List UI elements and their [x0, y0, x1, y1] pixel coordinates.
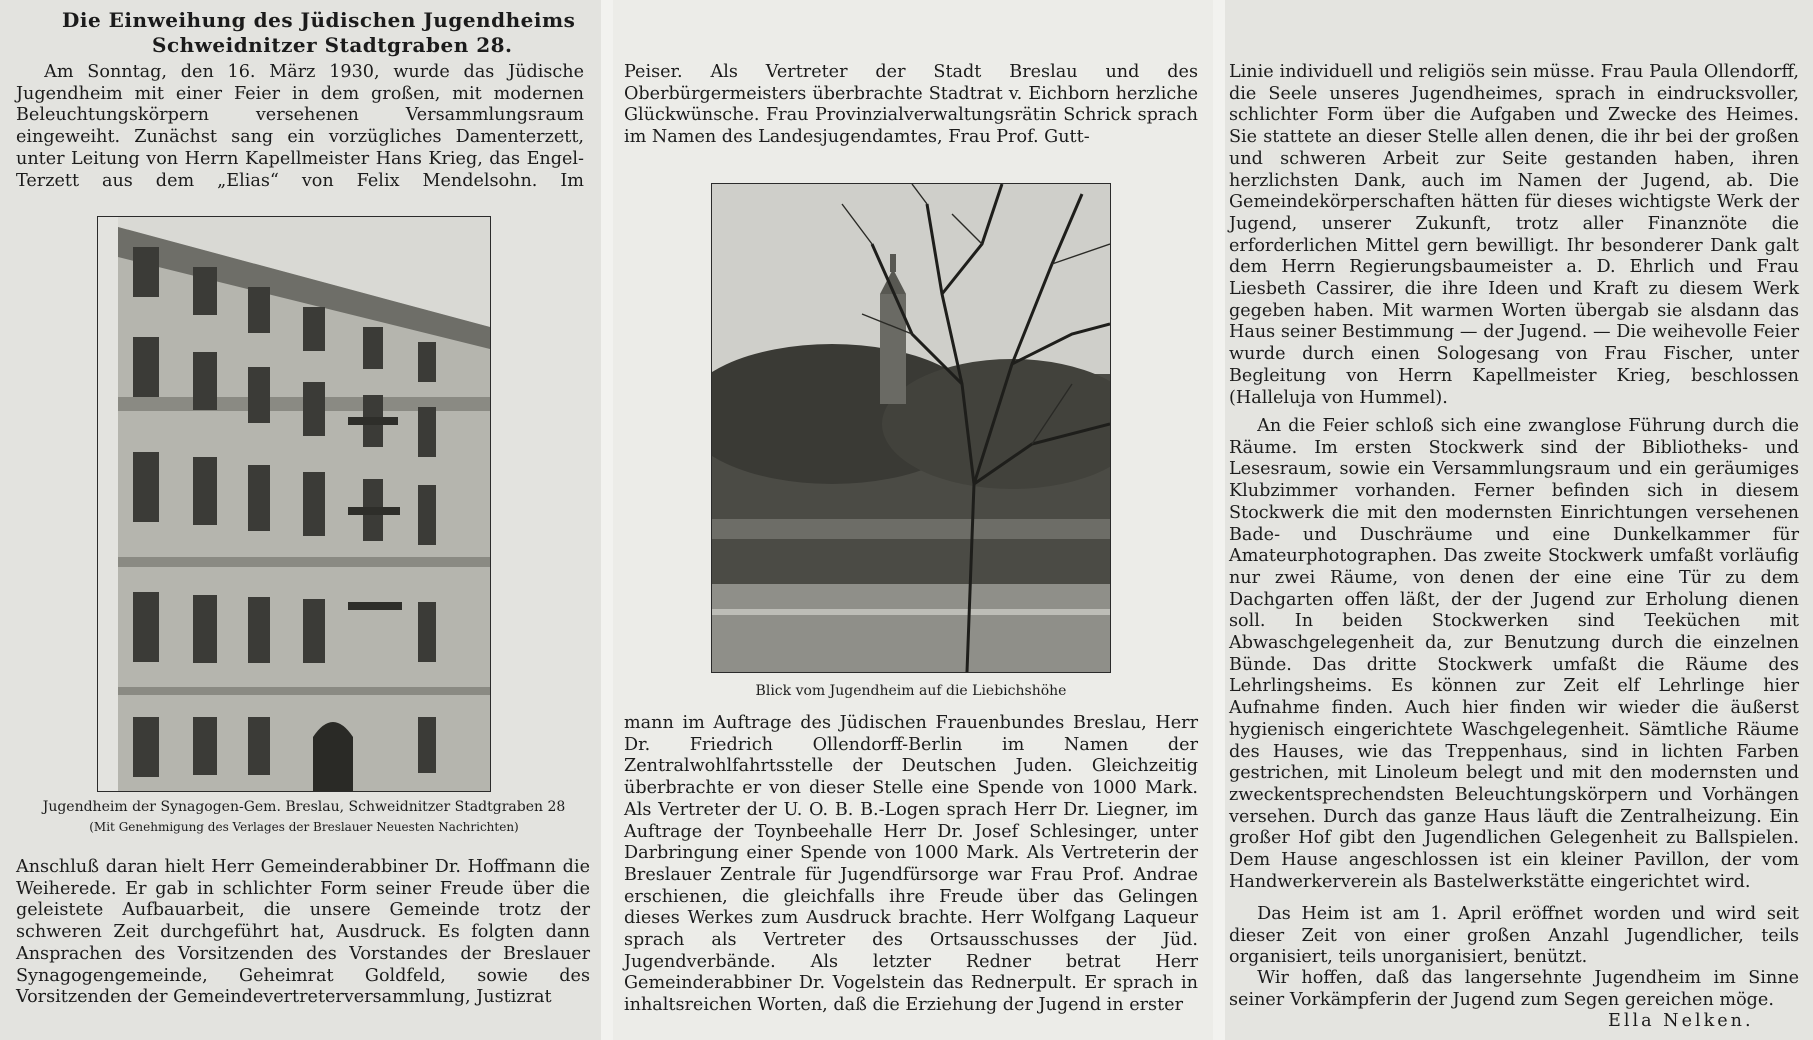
article-title: Die Einweihung des Jüdischen Jugendheims [62, 8, 576, 32]
photo-jugendheim-building [97, 216, 491, 792]
photo-liebichshoehe [711, 183, 1111, 673]
col3-paragraph-3: Das Heim ist am 1. April eröffnet worden und wird seit dieser Zeit von einer großen Anzahl Jugendlicher, teils organisiert, teils unorganisiert, benützt. [1229, 904, 1799, 968]
photo1-credit: (Mit Genehmigung des Verlages der Breslauer Neuesten Nachrichten) [89, 820, 519, 834]
col3-paragraph-2: An die Feier schloß sich eine zwanglose Führung durch die Räume. Im ersten Stockwerk sind der Bibliotheks- und Lesesraum, sowie ein Versammlungsraum und ein geräumiges Klubzimmer vorhanden. Ferner befinden sich in diesem Stockwerk die mit den modernsten Einrichtungen versehenen Bade- und Duschräume und eine Dunkelkammer für Amateurphotographen. Das zweite Stockwerk umfaßt vorläufig nur zwei Räume, von denen der eine eine Tür zu dem Dachgarten offen läßt, der der Jugend zur Erholung dienen soll. In beiden Stockwerken sind Teeküchen mit Abwaschgelegenheit da, zur Benutzung durch die einzelnen Bünde. Das dritte Stockwerk umfaßt die Räume des Lehrlingsheims. Es können zur Zeit elf Lehrlinge hier Aufnahme finden. Auch hier finden wir wieder die äußerst hygienisch eingerichtete Waschgelegenheit. Sämtliche Räume des Hauses, wie das Treppenhaus, sind in lichten Farben gestrichen, mit Linoleum belegt und mit den modernsten und zweckentsprechendsten Beleuchtungskörpern und Vorhängen versehen. Durch das ganze Haus läuft die Zentralheizung. Ein großer Hof gibt den Jugendlichen Gelegenheit zu Ballspielen. Dem Hause angeschlossen ist ein kleiner Pavillon, der vom Handwerkerverein als Bastelwerkstätte eingerichtet wird. [1229, 416, 1799, 892]
col1-paragraph-1: Am Sonntag, den 16. März 1930, wurde das Jüdische Jugendheim mit einer Feier in dem großen, mit modernen Beleuchtungskörpern versehenen Versammlungsraum eingeweiht. Zunächst sang ein vorzügliches Damenterzett, unter Leitung von Herrn Kapellmeister Hans Krieg, das Engel-Terzett aus dem „Elias“ von Felix Mendelsohn. Im [16, 62, 584, 191]
col2-paragraph-2: mann im Auftrage des Jüdischen Frauenbundes Breslau, Herr Dr. Friedrich Ollendorff-Berlin im Namen der Zentralwohlfahrtsstelle der Deutschen Juden. Gleichzeitig überbrachte er von dieser Stelle eine Spende von 1000 Mark. Als Vertreter der U. O. B. B.-Logen sprach Herr Dr. Liegner, im Auftrage der Toynbeehalle Herr Dr. Josef Schlesinger, unter Darbringung einer Spende von 1000 Mark. Als Vertreterin der Breslauer Zentrale für Jugendfürsorge war Frau Prof. Andrae erschienen, die gleichfalls ihre Freude über das Gelingen dieses Werkes zum Ausdruck brachte. Herr Wolfgang Laqueur sprach als Vertreter des Ortsausschusses der Jüd. Jugendverbände. Als letzter Redner betrat Herr Gemeinderabbiner Dr. Vogelstein das Rednerpult. Er sprach in inhaltsreichen Worten, daß die Erziehung der Jugend in erster [624, 713, 1198, 1016]
author-signature: Ella Nelken. [1608, 1011, 1754, 1031]
article-subtitle: Schweidnitzer Stadtgraben 28. [152, 33, 513, 57]
col3-paragraph-1: Linie individuell und religiös sein müsse. Frau Paula Ollendorff, die Seele unseres Jugendheimes, sprach in eindrucksvoller, schlichter Form über die Aufgaben und Zwecke des Heimes. Sie stattete an dieser Stelle allen denen, die ihr bei der großen und schweren Arbeit zur Seite gestanden haben, ihren herzlichsten Dank, auch im Namen der Jugend, ab. Die Gemeindekörperschaften hätten für dieses wichtigste Werk der Jugend, unserer Zukunft, trotz aller Finanznöte die erforderlichen Mittel gern bewilligt. Ihr besonderer Dank galt dem Herrn Regierungsbaumeister a. D. Ehrlich und Frau Liesbeth Cassirer, die ihre Ideen und Kraft zu diesem Werk gegeben haben. Mit warmen Worten übergab sie alsdann das Haus seiner Bestimmung — der Jugend. — Die weihevolle Feier wurde durch einen Sologesang von Frau Fischer, unter Begleitung von Herrn Kapellmeister Krieg, beschlossen (Halleluja von Hummel). [1229, 62, 1799, 408]
park-view-image [712, 184, 1110, 672]
col3-paragraph-4: Wir hoffen, daß das langersehnte Jugendheim im Sinne seiner Vorkämpferin der Jugend zum Segen gereichen möge. [1229, 968, 1799, 1010]
col1-paragraph-2: Anschluß daran hielt Herr Gemeinderabbiner Dr. Hoffmann die Weiherede. Er gab in schlichter Form seiner Freude über die geleistete Aufbauarbeit, die unsere Gemeinde trotz der schweren Zeit durchgeführt hat, Ausdruck. Es folgten dann Ansprachen des Vorsitzenden des Vorstandes der Breslauer Synagogengemeinde, Geheimrat Goldfeld, sowie des Vorsitzenden der Gemeindevertreterversammlung, Justizrat [16, 857, 590, 1008]
photo2-caption: Blick vom Jugendheim auf die Liebichshöhe [755, 683, 1067, 699]
building-facade-image [98, 217, 490, 791]
column-divider [1213, 0, 1225, 1040]
photo1-caption: Jugendheim der Synagogen-Gem. Breslau, Schweidnitzer Stadtgraben 28 [42, 799, 566, 815]
col2-paragraph-1: Peiser. Als Vertreter der Stadt Breslau und des Oberbürgermeisters überbrachte Stadtrat v. Eichborn herzliche Glückwünsche. Frau Provinzialverwaltungsrätin Schrick sprach im Namen des Landesjugendamtes, Frau Prof. Gutt- [624, 62, 1198, 148]
column-divider [601, 0, 613, 1040]
